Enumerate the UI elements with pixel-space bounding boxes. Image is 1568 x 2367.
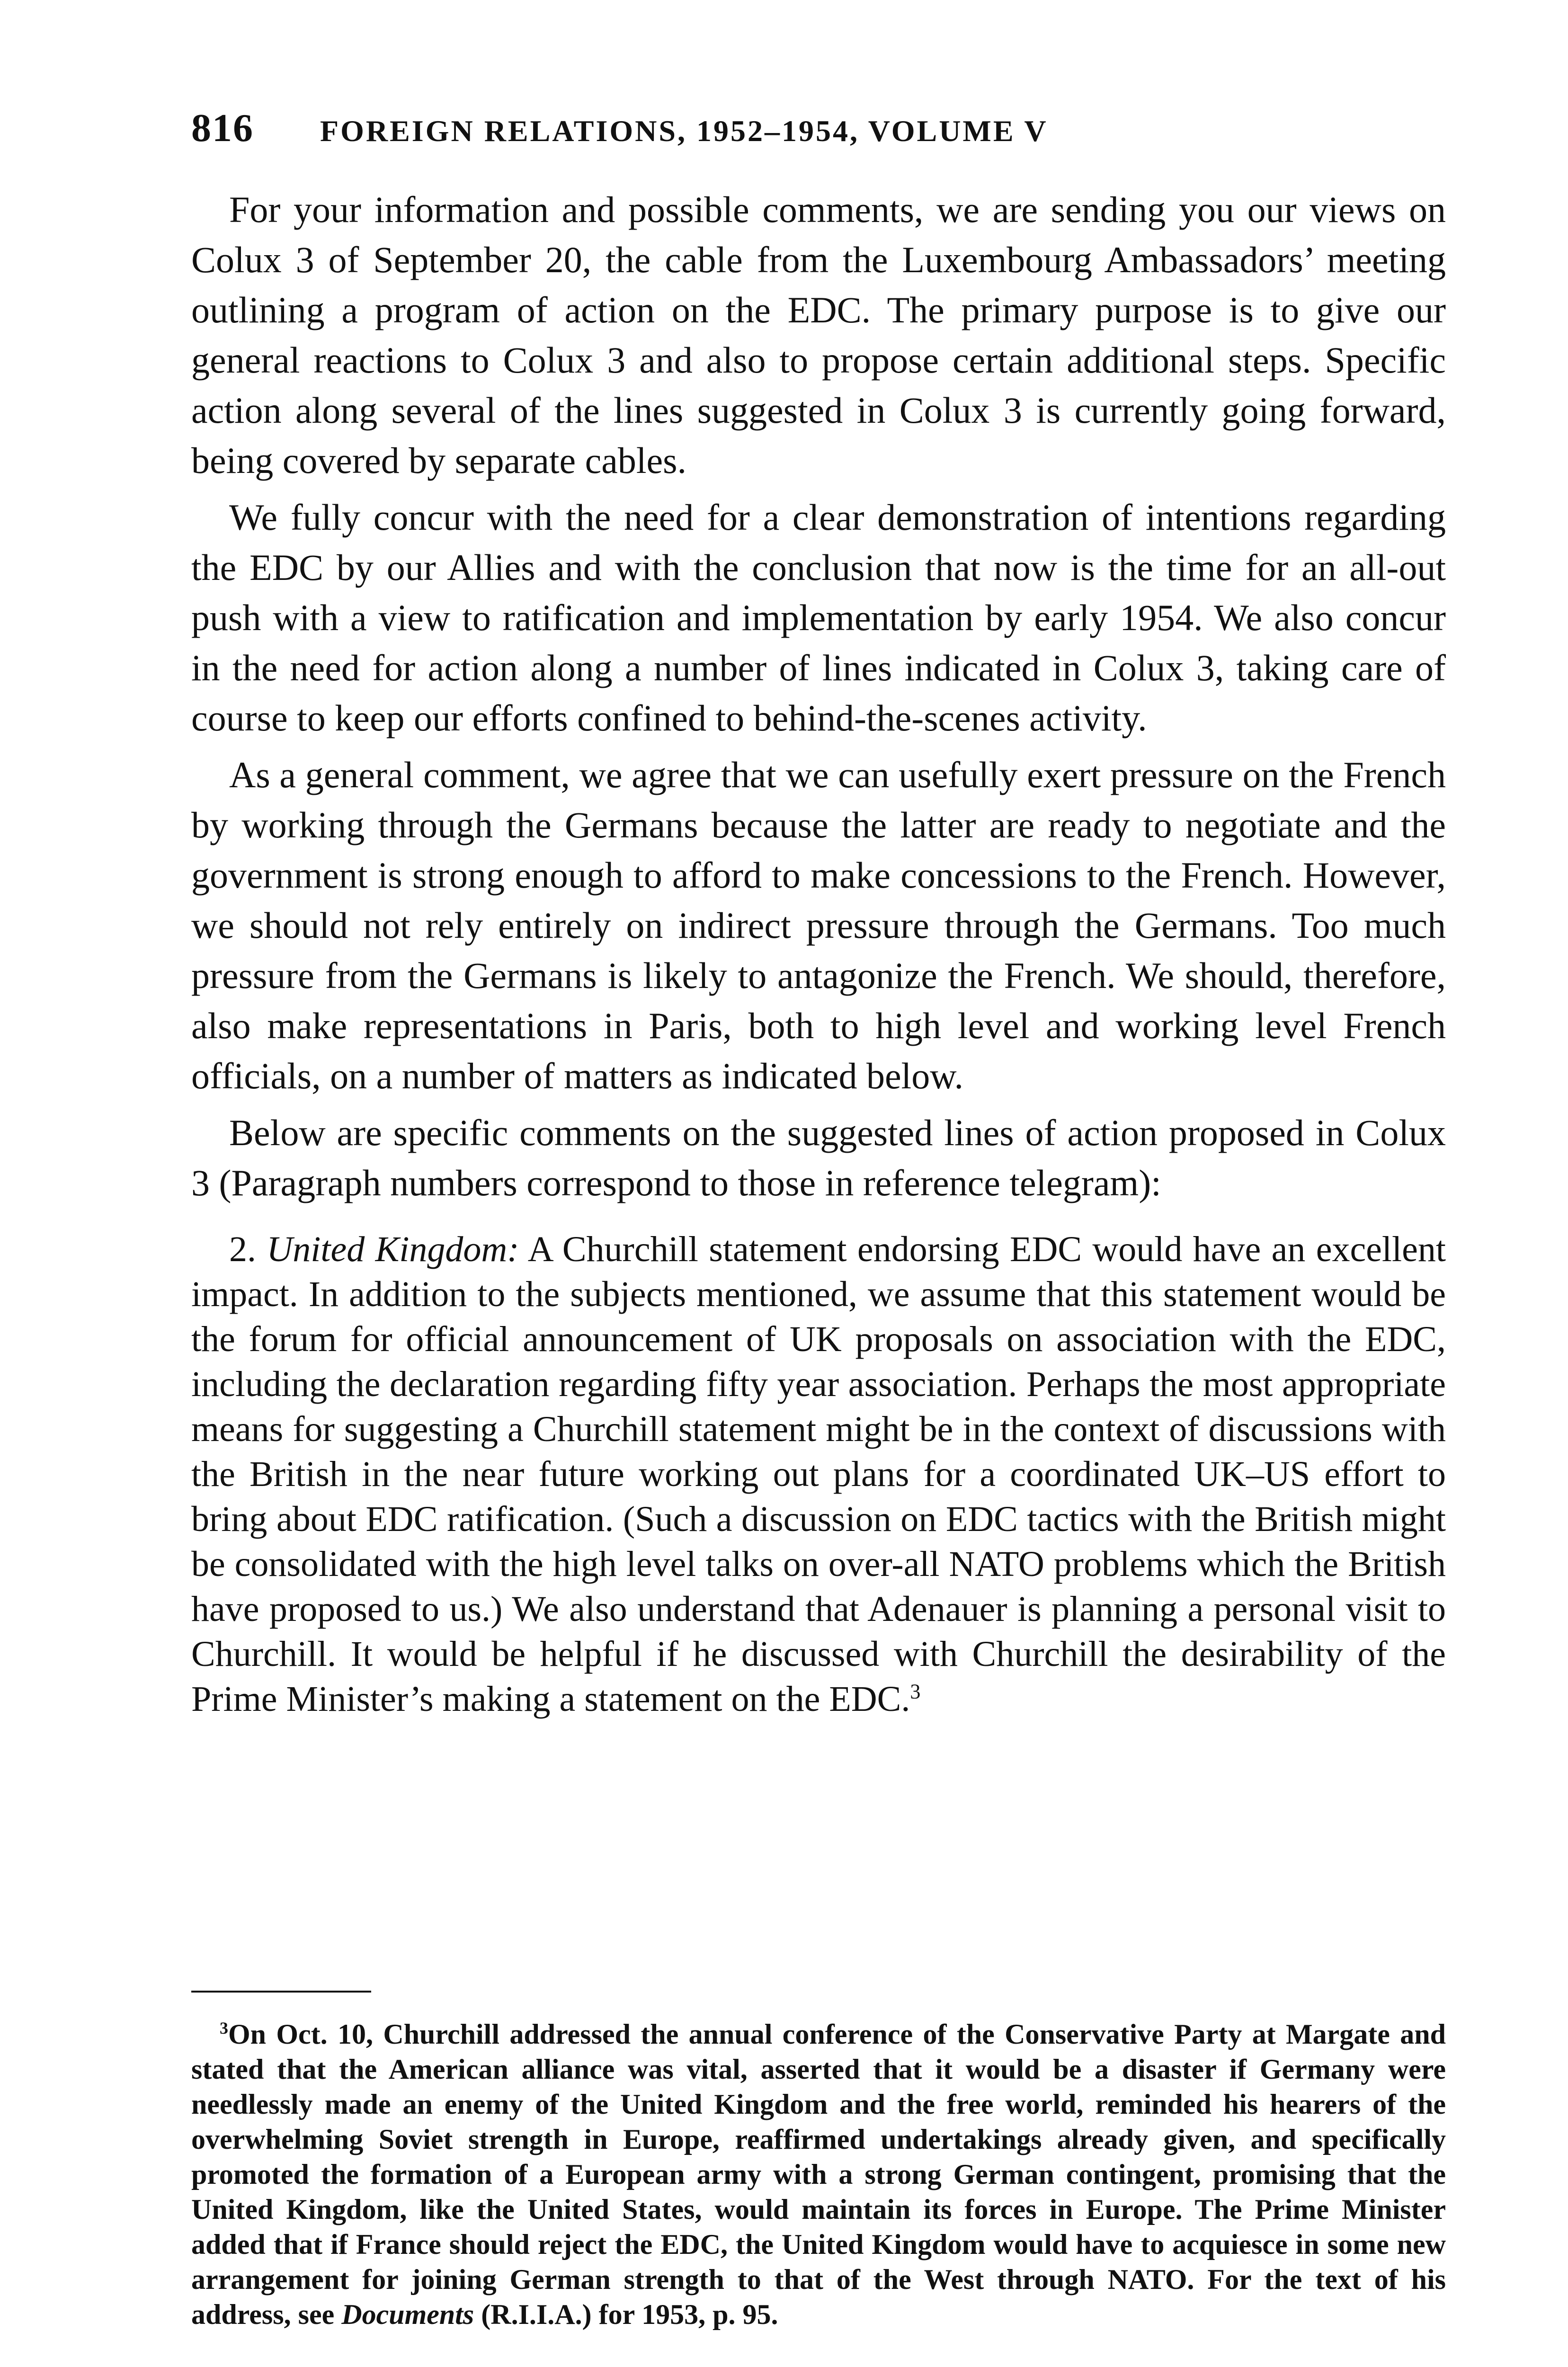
footnote-source-title: Documents — [341, 2299, 474, 2330]
footnote-reference: 3 — [910, 1680, 921, 1703]
page-number: 816 — [191, 106, 254, 150]
paragraph-1: For your information and possible comments, we are sending you our views on Colux 3 of September 20, the cable from the Luxembourg Ambassadors’ meeting outlining a program of action on the EDC. The primary purpose is to give our general reactions to Colux 3 and also to propose certain additional steps. Specific action along several of the lines suggested in Colux 3 is currently going forward, being covered by separate cables. — [191, 189, 1446, 481]
page-header — [191, 105, 1280, 162]
running-head: FOREIGN RELATIONS, 1952–1954, VOLUME V — [320, 114, 1048, 148]
paragraph-heading: United Kingdom: — [267, 1229, 519, 1269]
footnote-3 — [191, 2017, 1446, 2332]
footnote-marker: 3 — [220, 2019, 228, 2038]
paragraph-4: Below are specific comments on the suggested lines of action proposed in Colux 3 (Paragraph numbers correspond to those in reference telegram): — [191, 1112, 1446, 1203]
body-text — [191, 185, 1446, 1728]
footnote-source-detail: (R.I.I.A.) for 1953, p. 95. — [481, 2299, 778, 2330]
footnote-divider — [191, 1991, 371, 1993]
paragraph-3: As a general comment, we agree that we can usefully exert pressure on the French by working through the Germans because the latter are ready to negotiate and the government is strong enough to afford to make concessions to the French. However, we should not rely entirely on indirect pressure through the Germans. Too much pressure from the Germans is likely to antagonize the French. We should, therefore, also make representations in Paris, both to high level and working level French officials, on a number of matters as indicated below. — [191, 754, 1446, 1096]
paragraph-2: We fully concur with the need for a clear demonstration of intentions regarding the EDC by our Allies and with the conclusion that now is the time for an all-out push with a view to ratification and implementation by early 1954. We also concur in the need for action along a number of lines indicated in Colux 3, taking care of course to keep our efforts confined to behind-the-scenes activity. — [191, 497, 1446, 739]
paragraph-text: A Churchill statement endorsing EDC would have an excellent impact. In addition to the subjects mentioned, we assume that this statement would be the forum for official announcement of UK proposals on association with the EDC, including the declaration regarding fifty year association. Perhaps the most appropriate means for suggesting a Churchill statement might be in the context of discussions with the British in the near future working out plans for a coordinated UK–US effort to bring about EDC ratification. (Such a discussion on EDC tactics with the British might be consolidated with the high level talks on over-all NATO problems which the British have proposed to us.) We also understand that Adenauer is planning a personal visit to Churchill. It would be helpful if he discussed with Churchill the desirability of the Prime Minister’s making a statement on the EDC. — [191, 1229, 1446, 1719]
footnote-text: On Oct. 10, Churchill addressed the annual conference of the Conservative Party at Margate and stated that the American alliance was vital, asserted that it would be a disaster if Germany were needlessly made an enemy of the United Kingdom and the free world, reminded his hearers of the overwhelming Soviet strength in Europe, reaffirmed undertakings already given, and specifically promoted the formation of a European army with a strong German contingent, promising that the United Kingdom, like the United States, would maintain its forces in Europe. The Prime Minister added that if France should reject the EDC, the United Kingdom would have to acquiesce in some new arrangement for joining German strength to that of the West through NATO. For the text of his address, see — [191, 2019, 1446, 2330]
paragraph-number: 2. — [229, 1229, 256, 1269]
paragraph-united-kingdom — [191, 1227, 1446, 1722]
